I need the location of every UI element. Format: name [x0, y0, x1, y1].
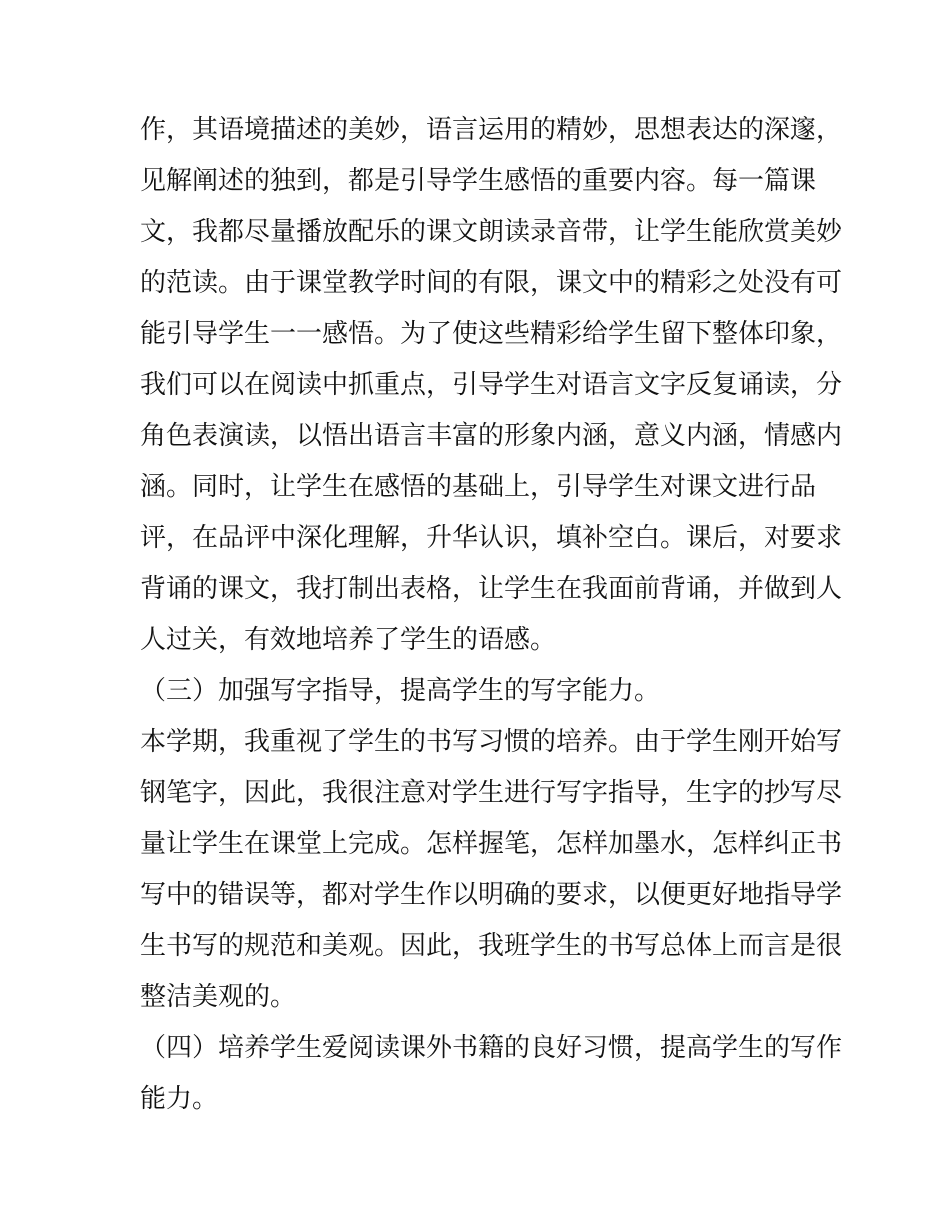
text-line: 作，其语境描述的美妙，语言运用的精妙，思想表达的深邃， — [140, 115, 843, 145]
text-line: 整洁美观的。 — [140, 982, 297, 1012]
body-text — [140, 105, 843, 1125]
text-line: 能引导学生一一感悟。为了使这些精彩给学生留下整体印象， — [140, 319, 843, 349]
text-line: 角色表演读，以悟出语言丰富的形象内涵，意义内涵，情感内 — [140, 421, 843, 451]
text-line: 能力。 — [140, 1084, 219, 1114]
text-line: 评，在品评中深化理解，升华认识，填补空白。课后，对要求 — [140, 523, 843, 553]
section-heading-four: （四）培养学生爱阅读课外书籍的良好习惯，提高学生的写作 — [140, 1033, 843, 1063]
text-line: 钢笔字，因此，我很注意对学生进行写字指导，生字的抄写尽 — [140, 778, 843, 808]
text-line: 写中的错误等，都对学生作以明确的要求，以便更好地指导学 — [140, 880, 843, 910]
text-line: 本学期，我重视了学生的书写习惯的培养。由于学生刚开始写 — [140, 727, 843, 757]
text-line: 背诵的课文，我打制出表格，让学生在我面前背诵，并做到人 — [140, 574, 843, 604]
text-line: 生书写的规范和美观。因此，我班学生的书写总体上而言是很 — [140, 931, 843, 961]
text-line: 量让学生在课堂上完成。怎样握笔，怎样加墨水，怎样纠正书 — [140, 829, 843, 859]
text-line: 涵。同时，让学生在感悟的基础上，引导学生对课文进行品 — [140, 472, 817, 502]
text-line: 我们可以在阅读中抓重点，引导学生对语言文字反复诵读，分 — [140, 370, 843, 400]
text-line: 见解阐述的独到，都是引导学生感悟的重要内容。每一篇课 — [140, 166, 817, 196]
text-line: 文，我都尽量播放配乐的课文朗读录音带，让学生能欣赏美妙 — [140, 217, 843, 247]
text-line: 人过关，有效地培养了学生的语感。 — [140, 625, 557, 655]
section-heading-three: （三）加强写字指导，提高学生的写字能力。 — [140, 676, 661, 706]
text-line: 的范读。由于课堂教学时间的有限，课文中的精彩之处没有可 — [140, 268, 843, 298]
